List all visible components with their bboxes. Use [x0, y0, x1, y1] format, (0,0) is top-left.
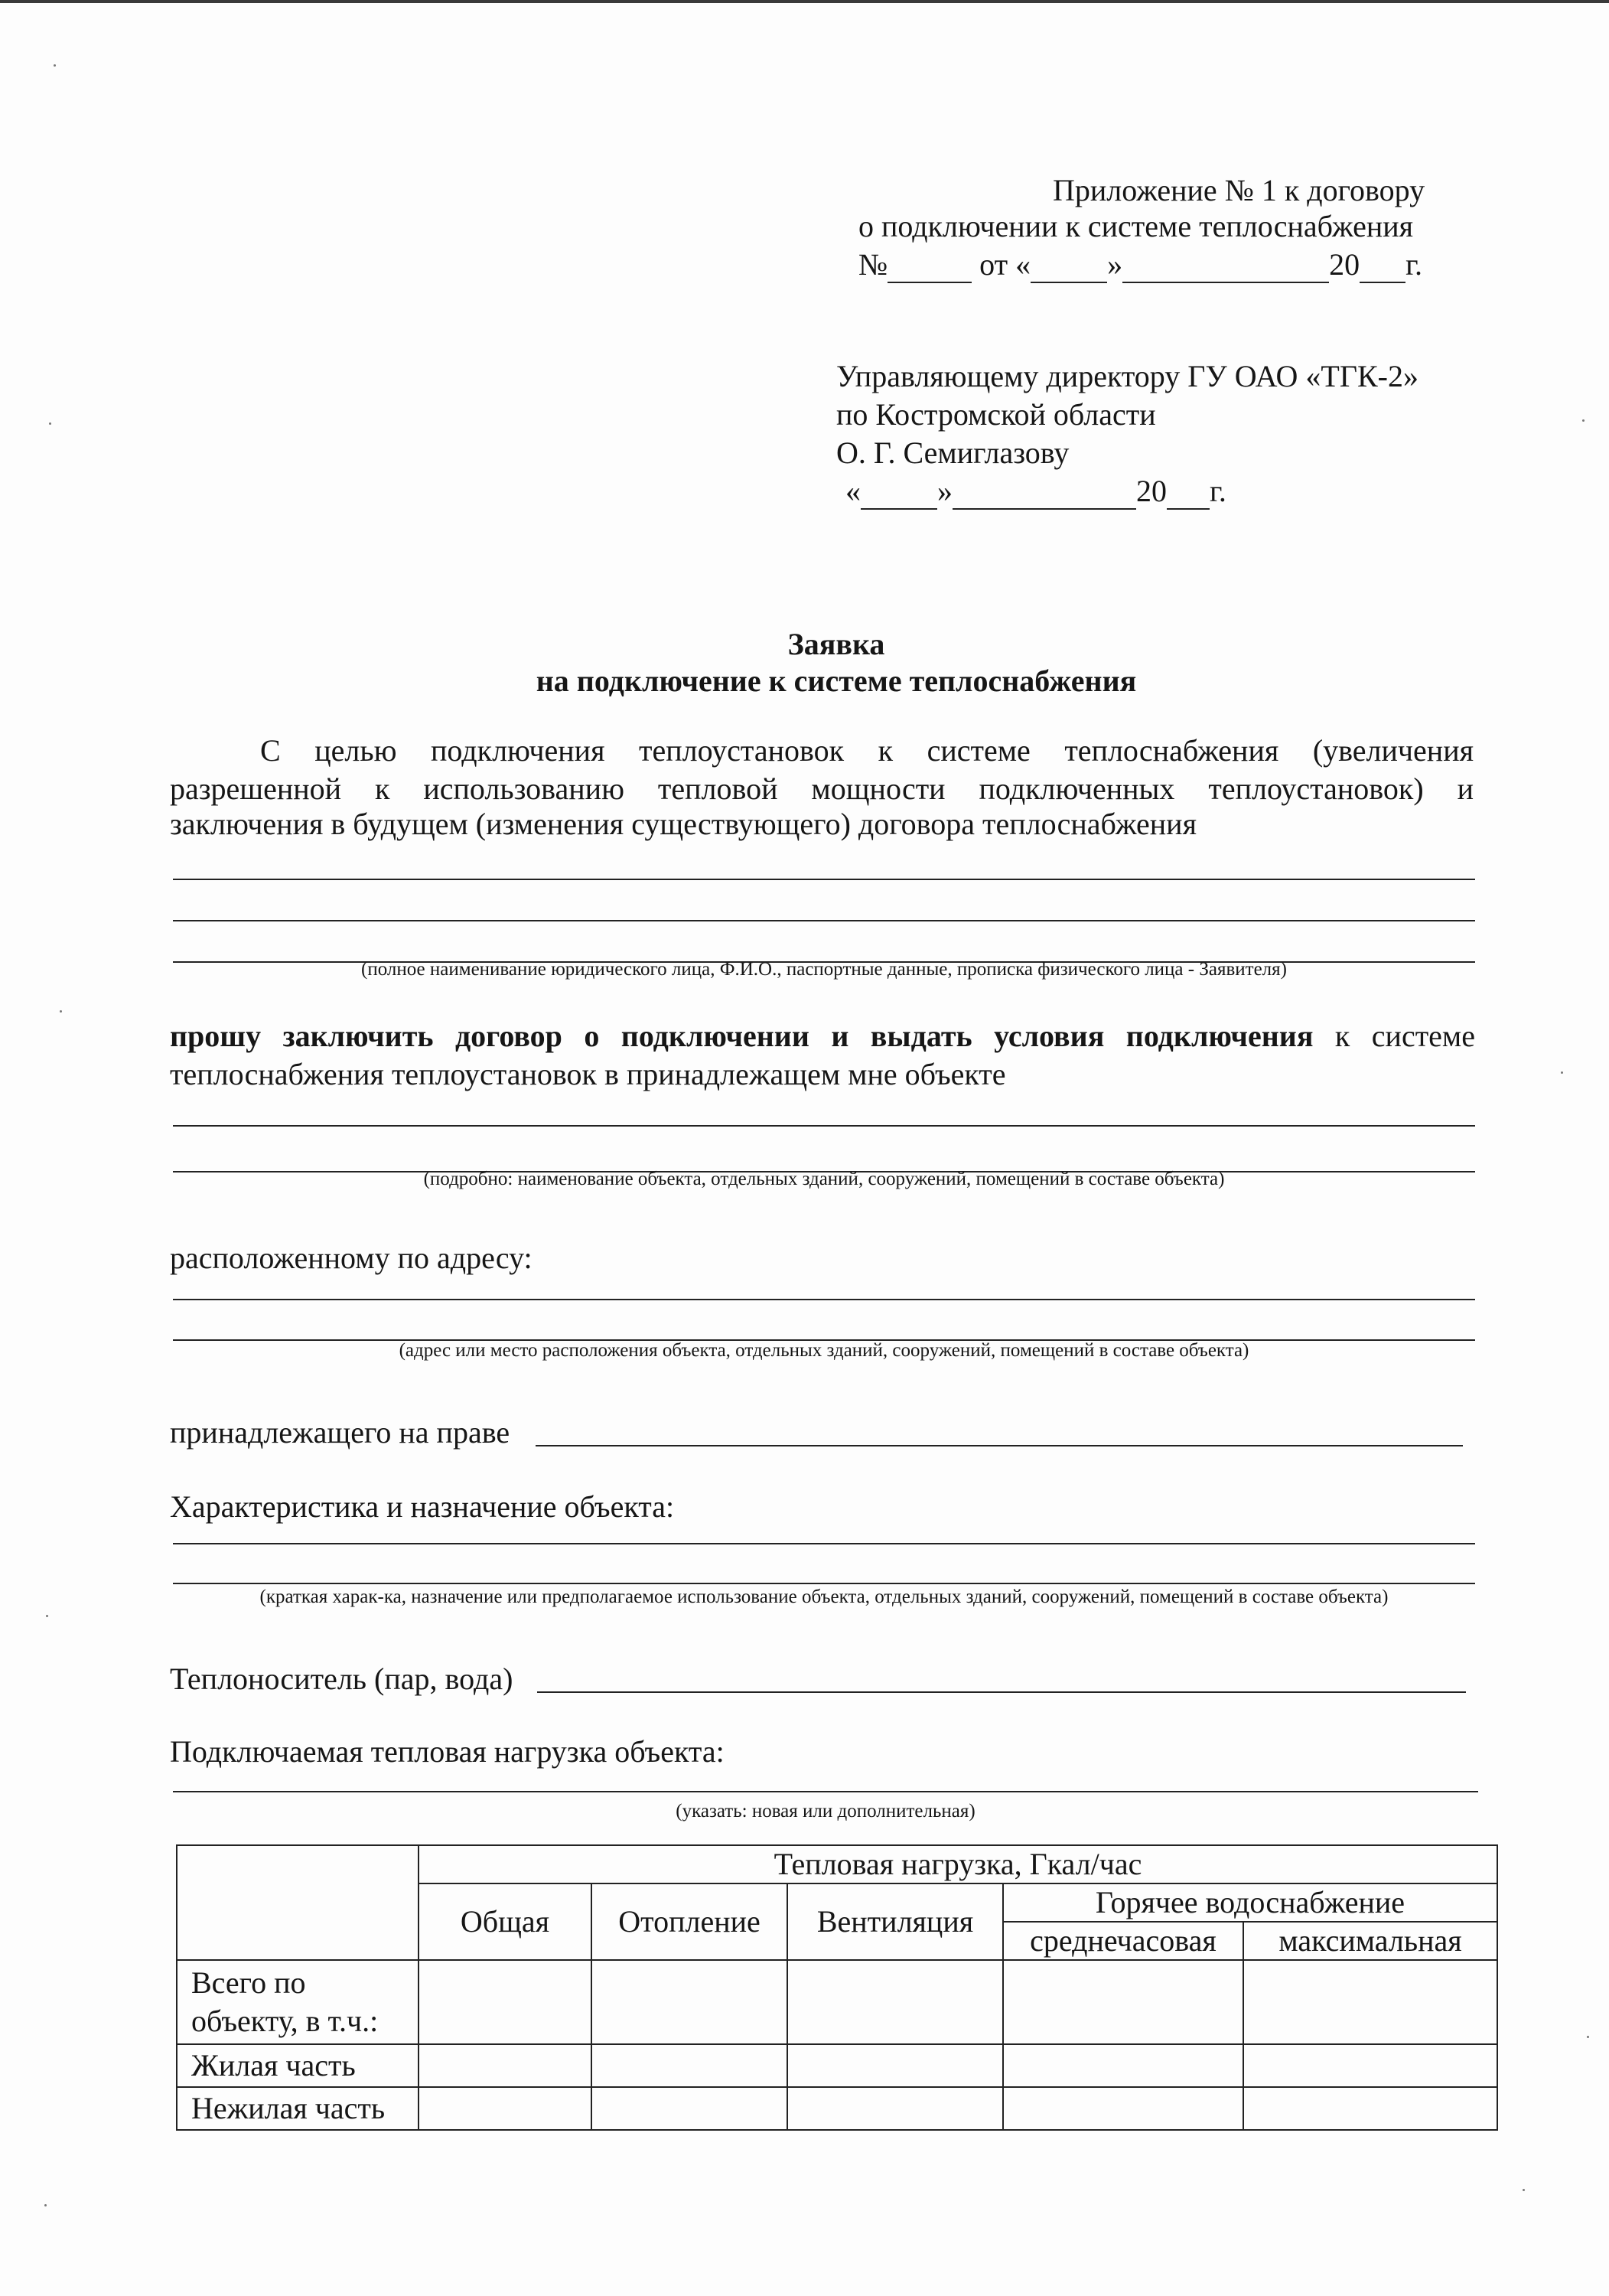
- column-header-hot-water: Горячее водоснабжение: [1003, 1883, 1497, 1922]
- request-line-1: [170, 1018, 1475, 1055]
- table-cell[interactable]: [419, 2087, 591, 2130]
- appendix-line-2: о подключении к системе теплоснабжения: [858, 209, 1414, 243]
- request-bold-text: прошу заключить договор о подключении и выдать условия подключения: [170, 1019, 1314, 1053]
- contract-date-open: от «: [979, 247, 1031, 282]
- characteristics-label: Характеристика и назначение объекта:: [170, 1489, 675, 1524]
- applicant-line-2[interactable]: [173, 920, 1475, 921]
- document-title: Заявка: [787, 627, 885, 661]
- row-label-total: Всего по объекту, в т.ч.:: [177, 1960, 419, 2044]
- contract-number-blank[interactable]: [888, 256, 972, 283]
- carrier-label: Теплоноситель (пар, вода): [170, 1662, 513, 1696]
- addressee-year-prefix: 20: [1136, 474, 1167, 508]
- intro-line-2: разрешенной к использованию тепловой мощности подключенных теплоустановок) и: [170, 771, 1474, 806]
- appendix-line-3: [858, 246, 1422, 283]
- addressee-day-blank[interactable]: [861, 482, 937, 510]
- table-cell[interactable]: [1243, 1960, 1497, 2044]
- address-line-1[interactable]: [173, 1299, 1475, 1300]
- characteristics-line-2[interactable]: [173, 1583, 1475, 1584]
- column-header-hw-maximum: максимальная: [1243, 1922, 1497, 1960]
- table-cell[interactable]: [787, 2087, 1003, 2130]
- column-header-ventilation: Вентиляция: [787, 1883, 1003, 1960]
- table-cell[interactable]: [419, 1960, 591, 2044]
- characteristics-line-1[interactable]: [173, 1543, 1475, 1544]
- addressee-month-blank[interactable]: [953, 482, 1136, 510]
- table-cell[interactable]: [1003, 2044, 1243, 2087]
- load-label: Подключаемая тепловая нагрузка объекта:: [170, 1734, 725, 1769]
- load-line[interactable]: [173, 1791, 1478, 1792]
- table-cell[interactable]: [1003, 2087, 1243, 2130]
- table-corner-cell: [177, 1845, 419, 1960]
- table-cell[interactable]: [1243, 2044, 1497, 2087]
- scan-speck: [1582, 419, 1585, 422]
- contract-year-suffix: г.: [1405, 247, 1423, 282]
- addressee-line-2: по Костромской области: [836, 397, 1156, 432]
- row-label-residential: Жилая часть: [177, 2044, 419, 2087]
- intro-line-3: заключения в будущем (изменения существующего) договора теплоснабжения: [170, 807, 1197, 841]
- addressee-year-suffix: г.: [1210, 474, 1226, 508]
- addressee-year-blank[interactable]: [1167, 482, 1210, 510]
- document-subtitle: на подключение к системе теплоснабжения: [536, 664, 1137, 698]
- carrier-line[interactable]: [537, 1691, 1466, 1693]
- address-label: расположенному по адресу:: [170, 1241, 533, 1275]
- contract-day-blank[interactable]: [1031, 256, 1107, 283]
- characteristics-caption: (краткая харак-ка, назначение или предполагаемое использование объекта, отдельных зданий, сооружений, помещений в составе объекта): [259, 1587, 1389, 1607]
- contract-month-blank[interactable]: [1122, 256, 1329, 283]
- intro-line-1: С целью подключения теплоустановок к системе теплоснабжения (увеличения: [260, 733, 1474, 768]
- column-header-total: Общая: [419, 1883, 591, 1960]
- ownership-line[interactable]: [536, 1445, 1463, 1446]
- addressee-line-3: О. Г. Семиглазову: [836, 435, 1070, 470]
- table-cell[interactable]: [419, 2044, 591, 2087]
- column-header-hw-average: среднечасовая: [1003, 1922, 1243, 1960]
- table-cell[interactable]: [787, 2044, 1003, 2087]
- scan-speck: [1561, 1071, 1563, 1074]
- ownership-label: принадлежащего на праве: [170, 1415, 510, 1450]
- table-cell[interactable]: [591, 2087, 787, 2130]
- addressee-line-1: Управляющему директору ГУ ОАО «ТГК-2»: [836, 359, 1418, 393]
- scan-speck: [49, 422, 51, 425]
- heat-load-table: [176, 1844, 1498, 2131]
- addressee-date-close: »: [937, 474, 953, 508]
- applicant-line-1[interactable]: [173, 879, 1475, 880]
- scan-speck: [46, 1615, 48, 1617]
- object-caption: (подробно: наименование объекта, отдельных зданий, сооружений, помещений в составе объекта): [423, 1169, 1225, 1189]
- table-cell[interactable]: [591, 2044, 787, 2087]
- contract-date-close: »: [1107, 247, 1123, 282]
- contract-year-blank[interactable]: [1360, 256, 1405, 283]
- scan-edge: [0, 0, 1609, 3]
- scan-speck: [60, 1010, 62, 1013]
- table-cell[interactable]: [591, 1960, 787, 2044]
- table-cell[interactable]: [1243, 2087, 1497, 2130]
- scan-speck: [54, 64, 56, 67]
- scan-speck: [44, 2204, 47, 2206]
- contract-year-prefix: 20: [1329, 247, 1360, 282]
- load-caption: (указать: новая или дополнительная): [676, 1801, 975, 1821]
- request-line-2: теплоснабжения теплоустановок в принадлежащем мне объекте: [170, 1057, 1006, 1091]
- column-header-heating: Отопление: [591, 1883, 787, 1960]
- table-group-header: Тепловая нагрузка, Гкал/час: [419, 1845, 1497, 1883]
- address-caption: (адрес или место расположения объекта, отдельных зданий, сооружений, помещений в составе объекта): [399, 1340, 1249, 1361]
- applicant-caption: (полное наименивание юридического лица, Ф.И.О., паспортные данные, прописка физического лица - Заявителя): [361, 959, 1287, 980]
- appendix-line-1: Приложение № 1 к договору: [1053, 173, 1425, 207]
- table-cell[interactable]: [1003, 1960, 1243, 2044]
- object-line-1[interactable]: [173, 1125, 1475, 1127]
- addressee-date: [845, 473, 1226, 510]
- table-cell[interactable]: [787, 1960, 1003, 2044]
- request-rest-text: к системе: [1334, 1019, 1476, 1053]
- contract-number-label: №: [858, 247, 888, 282]
- scan-speck: [1523, 2189, 1525, 2191]
- scan-speck: [1587, 2036, 1589, 2038]
- addressee-date-open: «: [845, 474, 861, 508]
- row-label-nonresidential: Нежилая часть: [177, 2087, 419, 2130]
